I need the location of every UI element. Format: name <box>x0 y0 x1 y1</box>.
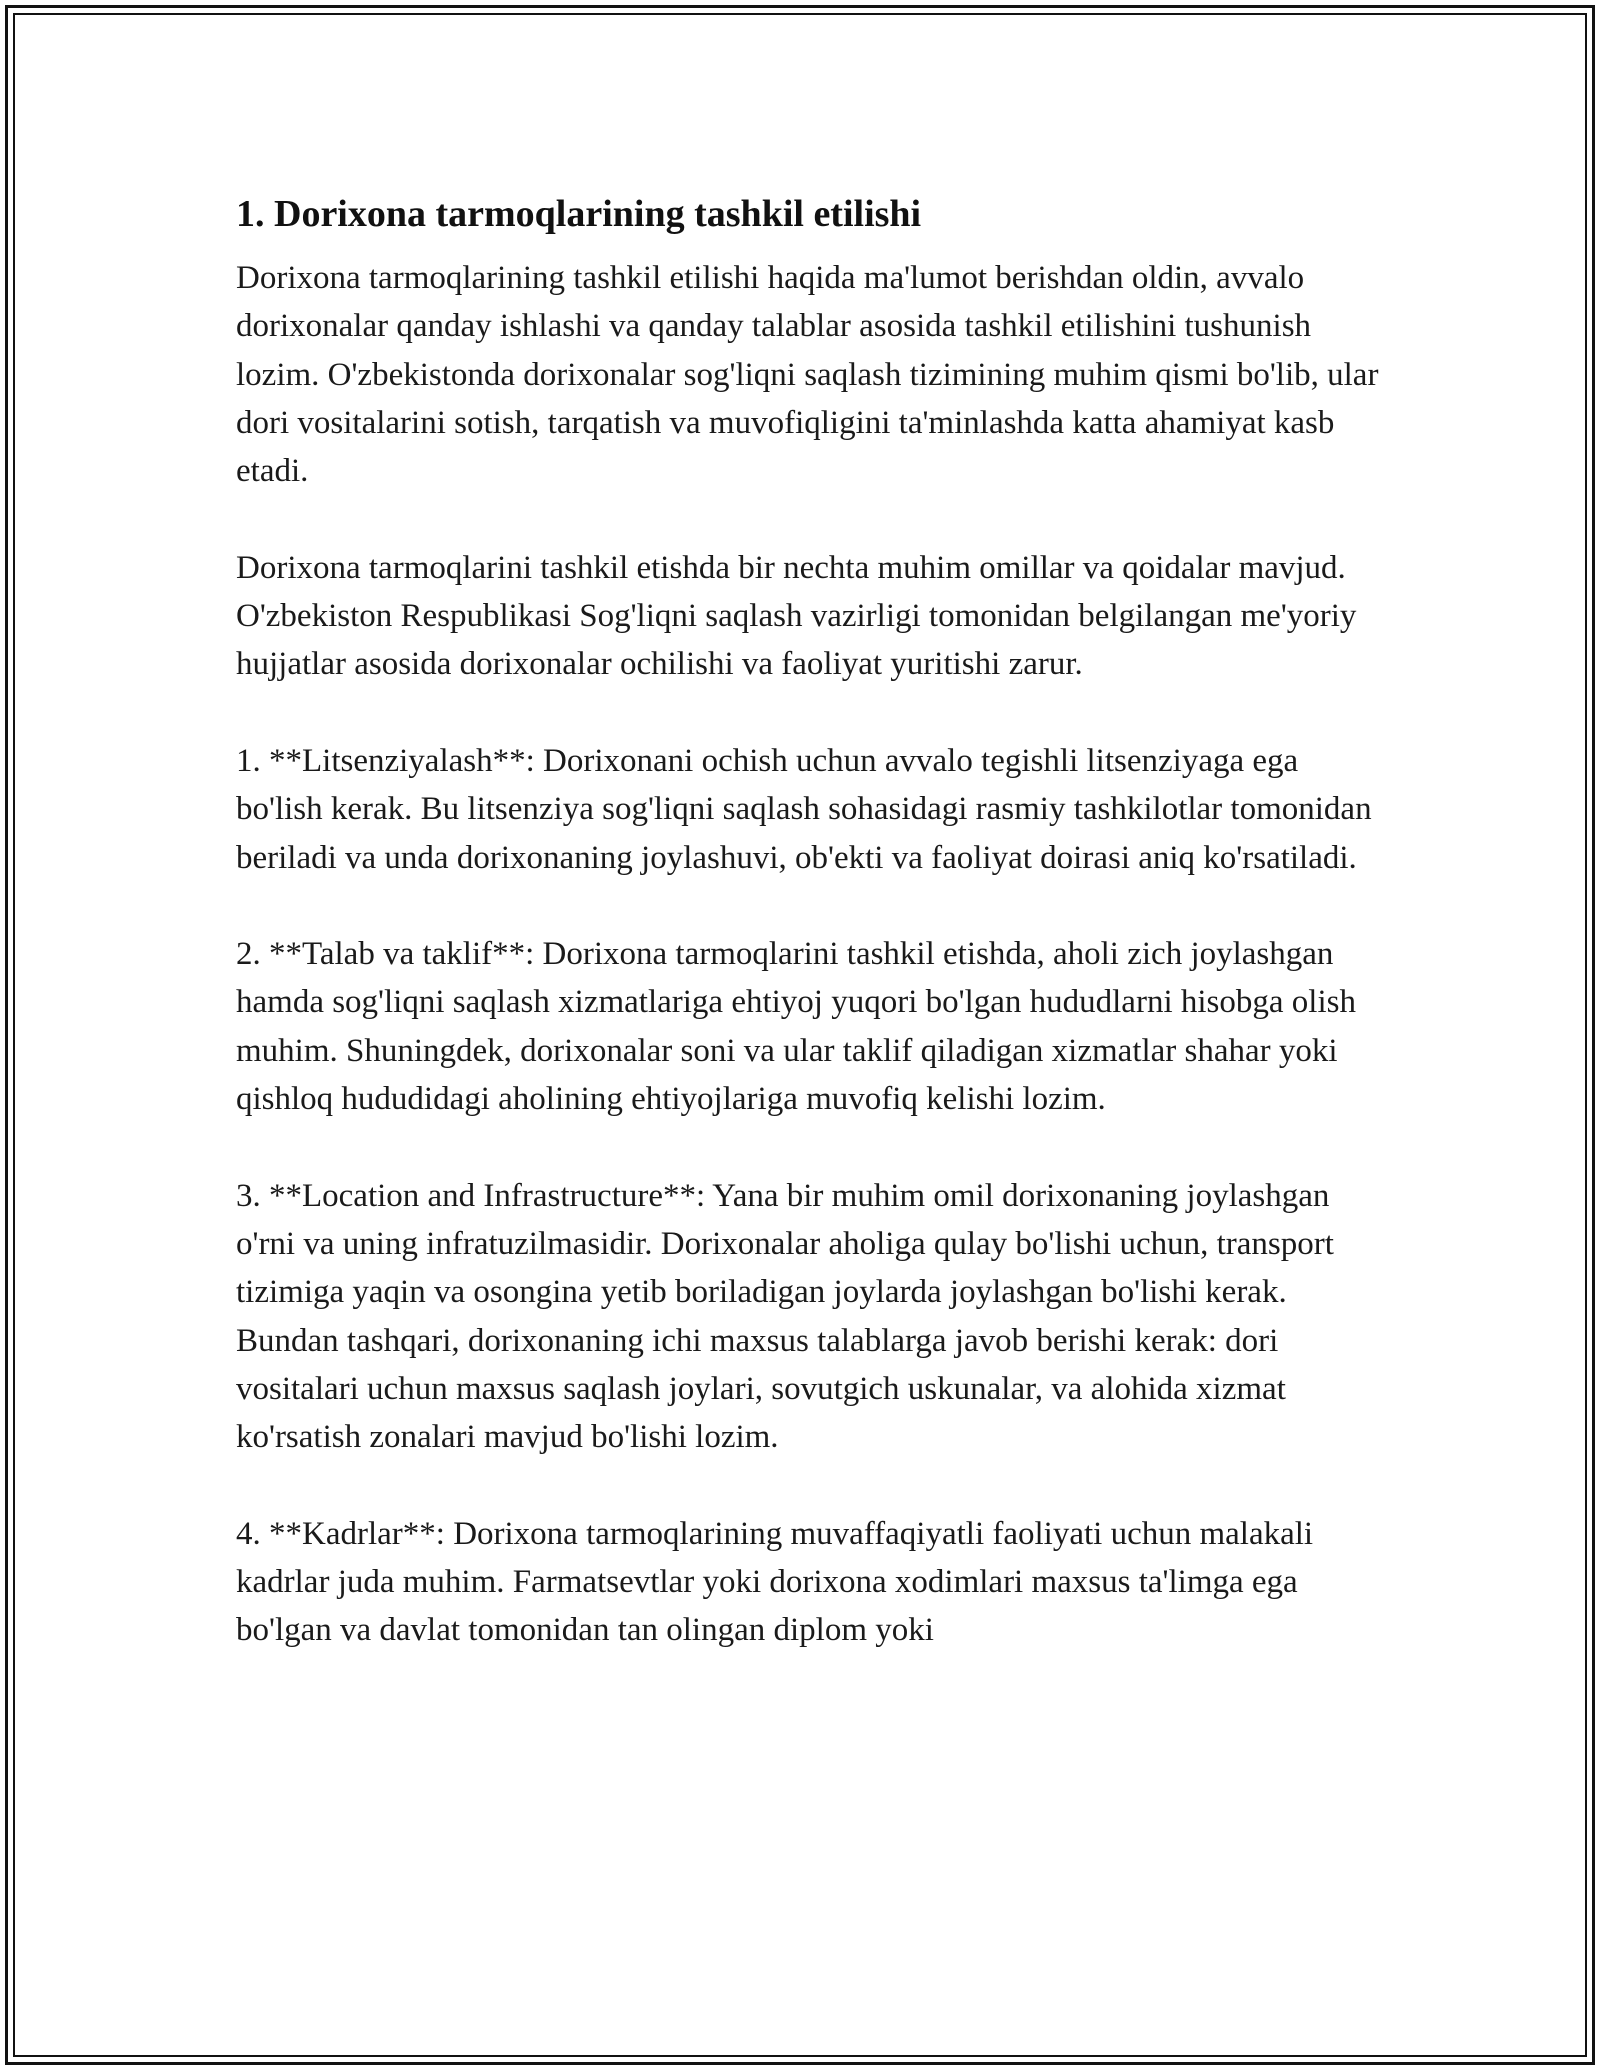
document-body <box>236 186 1386 1703</box>
paragraph-staff: 4. **Kadrlar**: Dorixona tarmoqlarining muvaffaqiyatli faoliyati uchun malakali kadrlar juda muhim. Farmatsevtlar yoki dorixona xodimlari maxsus ta'limga ega bo'lgan va davlat tomonidan tan olingan diplom yoki <box>236 1515 1314 1649</box>
paragraph-regulations: Dorixona tarmoqlarini tashkil etishda bir nechta muhim omillar va qoidalar mavjud. O'zbekiston Respublikasi Sog'liqni saqlash vazirligi tomonidan belgilangan me'yoriy hujjatlar asosida dorixonalar ochilishi va faoliyat yuritishi zarur. <box>236 549 1357 683</box>
paragraph-intro: Dorixona tarmoqlarining tashkil etilishi haqida ma'lumot berishdan oldin, avvalo dorixonalar qanday ishlashi va qanday talablar asosida tashkil etilishini tushunish lozim. O'zbekistonda dorixonalar sog'liqni saqlash tizimining muhim qismi bo'lib, ular dori vositalarini sotish, tarqatish va muvofiqligini ta'minlashda katta ahamiyat kasb etadi. <box>236 260 1379 490</box>
section-heading: 1. Dorixona tarmoqlarining tashkil etilishi <box>236 193 922 235</box>
paragraph-location-infrastructure: 3. **Location and Infrastructure**: Yana bir muhim omil dorixonaning joylashgan o'rni va uning infratuzilmasidir. Dorixonalar aholiga qulay bo'lishi uchun, transport tizimiga yaqin va osongina yetib boriladigan joylarda joylashgan bo'lishi kerak. Bundan tashqari, dorixonaning ichi maxsus talablarga javob berishi kerak: dori vositalari uchun maxsus saqlash joylari, sovutgich uskunalar, va alohida xizmat ko'rsatish zonalari mavjud bo'lishi lozim. <box>236 1177 1334 1456</box>
paragraph-licensing: 1. **Litsenziyalash**: Dorixonani ochish uchun avvalo tegishli litsenziyaga ega bo'lish kerak. Bu litsenziya sog'liqni saqlash sohasidagi rasmiy tashkilotlar tomonidan beriladi va unda dorixonaning joylashuvi, ob'ekti va faoliyat doirasi aniq ko'rsatiladi. <box>236 742 1372 876</box>
paragraph-demand-supply: 2. **Talab va taklif**: Dorixona tarmoqlarini tashkil etishda, aholi zich joylashgan hamda sog'liqni saqlash xizmatlariga ehtiyoj yuqori bo'lgan hududlarni hisobga olish muhim. Shuningdek, dorixonalar soni va ular taklif qiladigan xizmatlar shahar yoki qishloq hududidagi aholining ehtiyojlariga muvofiq kelishi lozim. <box>236 936 1356 1118</box>
